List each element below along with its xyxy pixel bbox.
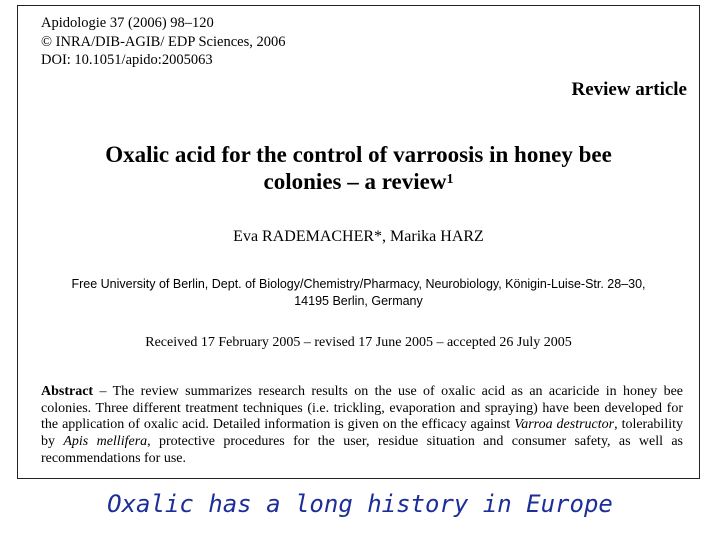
paper-first-page: [17, 5, 700, 479]
article-type: Review article: [571, 79, 687, 100]
journal-doi[interactable]: DOI: 10.1051/apido:2005063: [41, 52, 213, 68]
abstract: [41, 384, 683, 468]
abstract-label: Abstract: [41, 384, 94, 399]
paper-title-line-1: Oxalic acid for the control of varroosis in honey bee: [105, 142, 612, 167]
journal-info: [41, 14, 285, 70]
journal-citation: Apidologie 37 (2006) 98–120: [41, 15, 214, 31]
slide-caption: Oxalic has a long history in Europe: [107, 490, 613, 518]
abstract-text-a: – The review summarizes research results on the use of oxalic acid as an acaricide in honey bee colonies. Three different treatment techniques (i.e. trickling, evaporation and spraying) have been developed for the application of oxalic acid. Detailed information is given on the efficacy against: [41, 384, 683, 433]
journal-copyright: © INRA/DIB-AGIB/ EDP Sciences, 2006: [41, 33, 286, 50]
paper-title-line-2: [18, 168, 699, 195]
abstract-text-c: , protective procedures for the user, residue situation and consumer safety, as well as recommendations for use.: [41, 434, 684, 466]
received-dates: Received 17 February 2005 – revised 17 June 2005 – accepted 26 July 2005: [145, 335, 572, 350]
affiliation-line-2: 14195 Berlin, Germany: [294, 294, 423, 308]
abstract-text-b: , tolerability by: [41, 417, 683, 450]
affiliation-line-1: Free University of Berlin, Dept. of Biology/Chemistry/Pharmacy, Neurobiology, Königin-Luise-Str. 28–30,: [71, 277, 646, 291]
title-footnote-mark: 1: [446, 172, 454, 187]
authors: Eva RADEMACHER*, Marika HARZ: [233, 228, 484, 245]
abstract-species-apis: Apis mellifera: [63, 434, 148, 450]
paper-title: [18, 141, 699, 195]
paper-title-line-2-text: colonies – a review: [263, 169, 447, 194]
abstract-species-varroa: Varroa destructor: [514, 417, 615, 433]
affiliation: [18, 276, 699, 310]
